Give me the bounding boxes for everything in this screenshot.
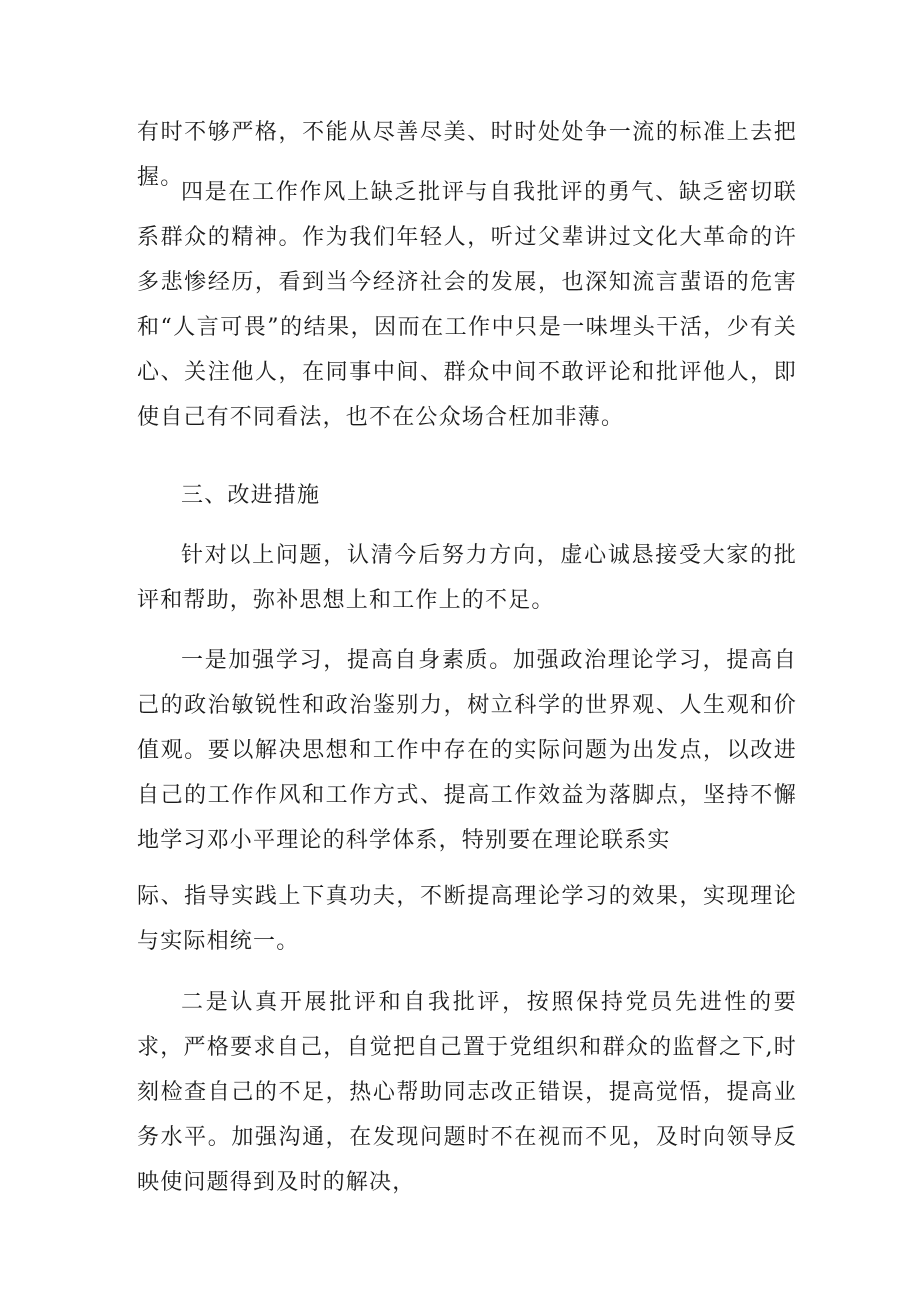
paragraph-point-one-study: 一是加强学习，提高自身素质。加强政治理论学习，提高自己的政治敏锐性和政治鉴别力，树立科学的世界观、人生观和价值观。要以解决思想和工作中存在的实际问题为出发点，以改进自己的工作作风和工作方式、提高工作效益为落脚点，坚持不懈地学习邓小平理论的科学体系，特别要在理论联系实 (137, 648, 797, 853)
paragraph-point-two-criticism: 二是认真开展批评和自我批评，按照保持党员先进性的要求，严格要求自己，自觉把自己置于党组织和群众的监督之下,时刻检查自己的不足，热心帮助同志改正错误，提高觉悟，提高业务水平。加强沟通，在发现问题时不在视而不见，及时向领导反映使问题得到及时的解决， (137, 990, 797, 1195)
paragraph-point-one-continuation: 际、指导实践上下真功夫，不断提高理论学习的效果，实现理论与实际相统一。 (137, 884, 797, 954)
section-heading-improvement-measures: 三、改进措施 (181, 483, 321, 508)
paragraph-improvement-intro: 针对以上问题，认清今后努力方向，虚心诚恳接受大家的批评和帮助，弥补思想上和工作上的不足。 (137, 543, 797, 613)
paragraph-continuation-strictness: 有时不够严格，不能从尽善尽美、时时处处争一流的标准上去把握。 (137, 120, 797, 190)
paragraph-point-four-work-style: 四是在工作作风上缺乏批评与自我批评的勇气、缺乏密切联系群众的精神。作为我们年轻人，听过父辈讲过文化大革命的许多悲惨经历，看到当今经济社会的发展，也深知流言蜚语的危害和“人言可畏”的结果，因而在工作中只是一味埋头干活，少有关心、关注他人，在同事中间、群众中间不敢评论和批评他人，即使自己有不同看法，也不在公众场合枉加非薄。 (137, 180, 797, 430)
